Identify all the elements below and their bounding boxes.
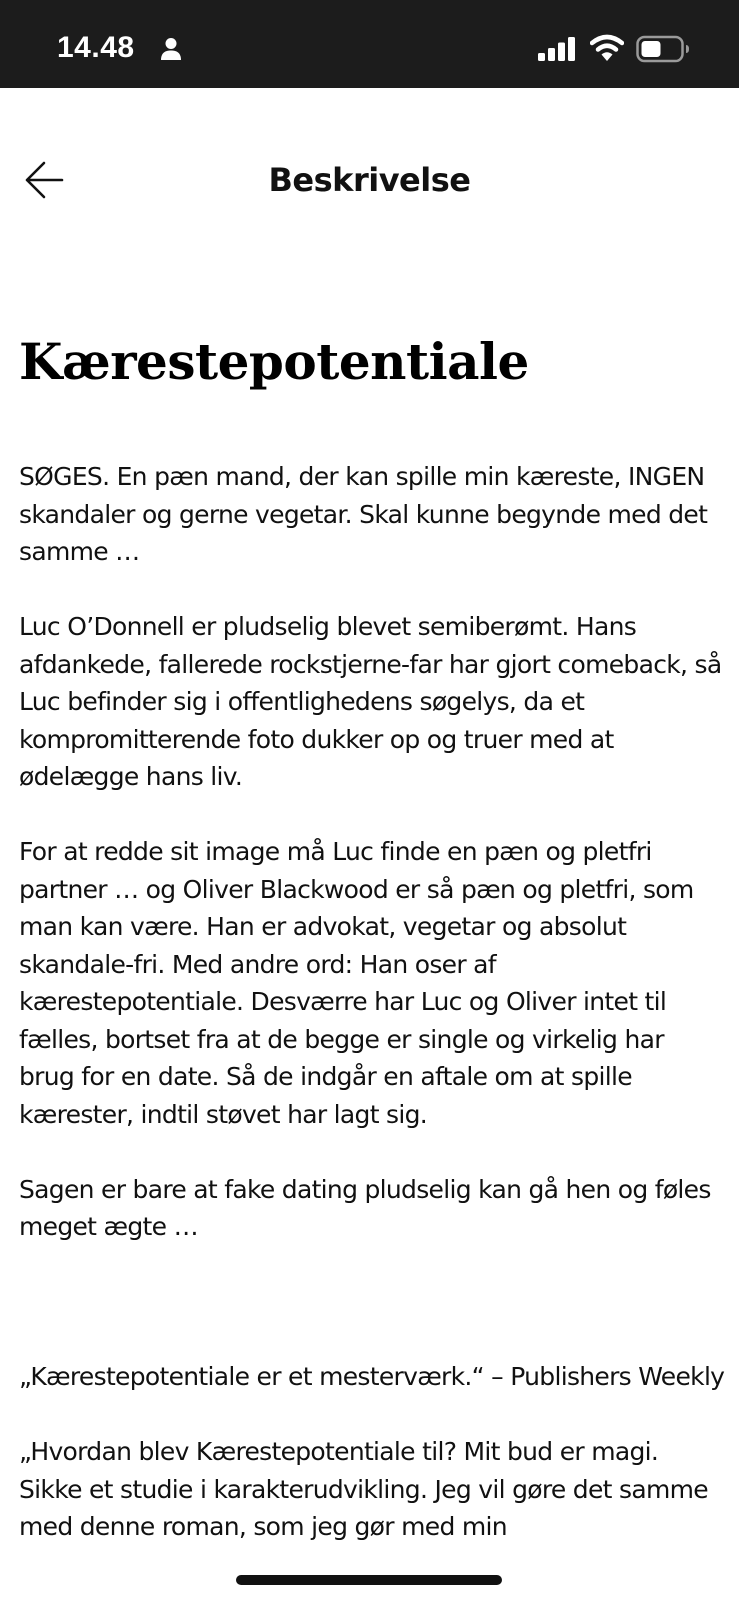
wifi-icon: [590, 34, 624, 62]
page-title: Beskrivelse: [268, 161, 471, 199]
status-bar: [0, 0, 739, 88]
review-quote: „Kærestepotentiale er et mesterværk.“ – Publishers Weekly: [19, 1362, 725, 1391]
status-time: 14.48: [57, 31, 135, 64]
description-paragraph: Luc O’Donnell er pludselig blevet semiberømt. Hans afdankede, fallerede rockstjerne-far har gjort comeback, så Luc befinder sig i offentlighedens søgelys, da et kompromitterende foto dukker op og truer med at ødelægge hans liv.: [19, 612, 722, 791]
home-indicator: [236, 1575, 502, 1585]
signal-icon: [538, 37, 578, 61]
section-spacer: [19, 1283, 725, 1358]
description-paragraph: For at redde sit image må Luc finde en pæn og pletfri partner … og Oliver Blackwood er så pæn og pletfri, som man kan være. Han er advokat, vegetar og absolut skandale-fri. Med andre ord: Han oser af kærestepotentiale. Desværre har Luc og Oliver intet til fælles, bortset fra at de begge er single og virkelig har brug for en date. Så de indgår en aftale om at spille kærester, indtil støvet har lagt sig.: [19, 837, 694, 1129]
header: [0, 88, 739, 278]
book-description: [19, 458, 725, 1583]
review-quote: „Hvordan blev Kærestepotentiale til? Mit bud er magi. Sikke et studie i karakterudvikling. Jeg vil gøre det samme med denne roman, som jeg gør med min: [19, 1437, 708, 1541]
description-paragraph: Sagen er bare at fake dating pludselig kan gå hen og føles meget ægte …: [19, 1174, 711, 1241]
description-paragraph: SØGES. En pæn mand, der kan spille min kæreste, INGEN skandaler og gerne vegetar. Skal kunne begynde med det samme …: [19, 462, 708, 566]
book-title: Kærestepotentiale: [19, 332, 529, 391]
battery-icon: [636, 35, 690, 63]
person-icon: [160, 37, 182, 61]
